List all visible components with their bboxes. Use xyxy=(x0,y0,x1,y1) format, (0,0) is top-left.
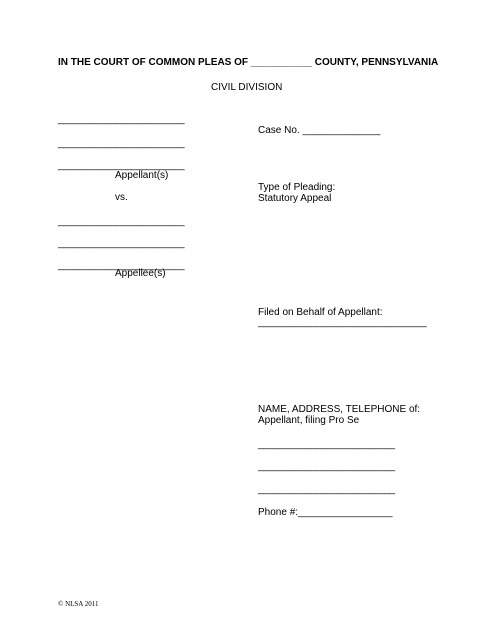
case-number: Case No. ______________ xyxy=(258,125,381,136)
appellant-line-3: ________________________ xyxy=(58,160,185,171)
contact-line-3: __________________________ xyxy=(258,484,395,495)
contact-sublabel: Appellant, filing Pro Se xyxy=(258,415,360,426)
appellant-line-1: ________________________ xyxy=(58,114,185,125)
court-title: IN THE COURT OF COMMON PLEAS OF ___________ COUNTY, PENNSYLVANIA xyxy=(58,57,439,68)
appellee-line-2: ________________________ xyxy=(58,238,185,249)
filed-on-behalf-label: Filed on Behalf of Appellant: xyxy=(258,307,383,318)
phone-field: Phone #:_________________ xyxy=(258,507,393,518)
appellee-line-1: ________________________ xyxy=(58,216,185,227)
division-title: CIVIL DIVISION xyxy=(211,82,283,93)
versus-label: vs. xyxy=(115,192,128,203)
pleading-type-label: Type of Pleading: xyxy=(258,182,336,193)
appellant-label: Appellant(s) xyxy=(115,170,169,181)
contact-label: NAME, ADDRESS, TELEPHONE of: xyxy=(258,404,421,415)
pleading-type-value: Statutory Appeal xyxy=(258,193,332,204)
contact-line-1: __________________________ xyxy=(258,439,395,450)
appellant-line-2: ________________________ xyxy=(58,138,185,149)
appellee-label: Appellee(s) xyxy=(115,268,166,279)
contact-line-2: __________________________ xyxy=(258,461,395,472)
filed-on-behalf-line: ________________________________ xyxy=(258,317,427,328)
copyright-footer: © NLSA 2011 xyxy=(58,600,99,608)
appellee-line-3: ________________________ xyxy=(58,260,185,271)
